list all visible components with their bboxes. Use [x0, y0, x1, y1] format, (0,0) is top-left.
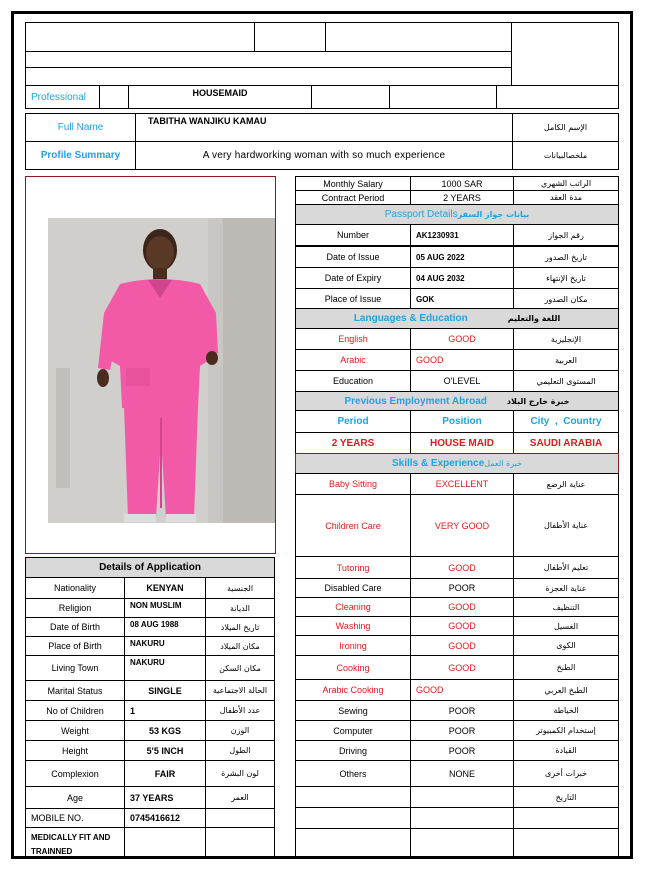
skill-row-ar: عناية العجزة — [513, 578, 619, 598]
skill-row-label: Disabled Care — [295, 578, 411, 598]
application-row-ar: لون البشرة — [205, 760, 275, 787]
mobile-label: MOBILE NO. — [25, 808, 125, 828]
full-name-label: Full Name — [25, 113, 136, 142]
application-row-value: 1 — [124, 700, 206, 721]
skill-row-ar: الخياطة — [513, 700, 619, 721]
application-row-ar: الوزن — [205, 720, 275, 741]
medical-blank-2 — [205, 827, 275, 859]
application-header: Details of Application — [25, 557, 275, 578]
application-row-ar: الحالة الاجتماعية — [205, 680, 275, 701]
skill-row-label: Cleaning — [295, 597, 411, 617]
employment-country: SAUDI ARABIA — [513, 432, 619, 454]
application-row-label: Age — [25, 786, 125, 809]
header-row-2 — [25, 51, 512, 68]
application-row-label: Religion — [25, 598, 125, 618]
employment-col-city: City , Country — [513, 410, 619, 433]
skill-row-value: GOOD — [410, 655, 514, 680]
skill-row-ar: تعليم الأطفال — [513, 556, 619, 579]
header-box-2 — [254, 22, 326, 52]
skills-extra-ar: التاريخ — [513, 786, 619, 808]
application-row-value: NAKURU — [124, 636, 206, 656]
skill-row-label: Washing — [295, 616, 411, 636]
skill-row-value: POOR — [410, 700, 514, 721]
skill-row-ar: القيادة — [513, 740, 619, 761]
header-box-3 — [325, 22, 512, 52]
application-row-value: KENYAN — [124, 577, 206, 599]
skills-blank-1 — [295, 807, 411, 829]
language-row-label: Education — [295, 370, 411, 392]
application-row-label: Marital Status — [25, 680, 125, 701]
languages-title-ar: اللغة والتعليم — [507, 314, 561, 323]
language-row-ar: الإنجليزية — [513, 328, 619, 350]
header-row-3 — [25, 67, 512, 86]
languages-title: Languages & Education — [353, 313, 468, 324]
language-row-label: Arabic — [295, 349, 411, 371]
period-ar: مدة العقد — [513, 190, 619, 205]
skill-row-label: Tutoring — [295, 556, 411, 579]
header-box-logo — [511, 22, 619, 86]
skills-extra-value — [410, 786, 514, 808]
skills-blank-4 — [295, 828, 411, 859]
application-row-value: 08 AUG 1988 — [124, 617, 206, 637]
application-row-label: Nationality — [25, 577, 125, 599]
application-row-label: Living Town — [25, 655, 125, 681]
passport-title-ar: بيانات جواز السفر — [457, 210, 530, 219]
employment-title-ar: خبرة خارج البلاد — [506, 396, 570, 406]
skills-title: Skills & Experience — [392, 458, 485, 469]
profile-summary-ar: ملخصالبيانات — [512, 141, 619, 170]
employment-position: HOUSE MAID — [410, 432, 514, 454]
language-row-value: O'LEVEL — [410, 370, 514, 392]
mobile-value: 0745416612 — [124, 808, 206, 828]
skills-header — [295, 453, 619, 474]
skill-row-value: VERY GOOD — [410, 494, 514, 557]
skill-row-value: GOOD — [410, 616, 514, 636]
medical-blank-1 — [124, 827, 206, 859]
skill-row-value: GOOD — [410, 556, 514, 579]
full-name-value: TABITHA WANJIKU KAMAU — [135, 113, 513, 142]
passport-row-ar: مكان الصدور — [513, 288, 619, 310]
passport-row-label: Date of Issue — [295, 246, 411, 268]
skills-title-ar: خبرة العمل — [484, 459, 522, 468]
skills-extra-label — [295, 786, 411, 808]
skill-row-ar: الطبخ — [513, 655, 619, 680]
skill-row-label: Arabic Cooking — [295, 679, 411, 701]
application-row-value: SINGLE — [124, 680, 206, 701]
passport-row-ar: تاريخ الصدور — [513, 246, 619, 268]
skill-row-value: POOR — [410, 740, 514, 761]
passport-title: Passport Details — [384, 209, 458, 220]
skill-row-ar: الطبخ العربي — [513, 679, 619, 701]
professional-box-5 — [496, 85, 619, 109]
application-row-value: FAIR — [124, 760, 206, 787]
application-row-value: 5'5 INCH — [124, 740, 206, 761]
skill-row-value: GOOD — [410, 635, 514, 656]
employment-title: Previous Employment Abroad — [344, 395, 487, 407]
skill-row-label: Baby Sitting — [295, 473, 411, 495]
passport-row-ar: رقم الجواز — [513, 224, 619, 246]
medical-label: MEDICALLY FIT AND TRAINNED — [25, 827, 125, 859]
skills-blank-6 — [513, 828, 619, 859]
application-row-value: NON MUSLIM — [124, 598, 206, 618]
application-row-ar: عدد الأطفال — [205, 700, 275, 721]
passport-row-value: 04 AUG 2032 — [410, 267, 514, 289]
passport-row-ar: تاريخ الإنتهاء — [513, 267, 619, 289]
language-row-ar: العربية — [513, 349, 619, 371]
skill-row-label: Ironing — [295, 635, 411, 656]
language-row-label: English — [295, 328, 411, 350]
profile-summary-value: A very hardworking woman with so much experience — [135, 141, 513, 170]
professional-box-4 — [389, 85, 497, 109]
employment-header — [295, 391, 619, 411]
application-row-ar: مكان السكن — [205, 655, 275, 681]
skill-row-label: Children Care — [295, 494, 411, 557]
application-row-value: 37 YEARS — [124, 786, 206, 809]
languages-header — [295, 308, 619, 329]
header-box-1 — [25, 22, 255, 52]
skill-row-value: GOOD — [410, 597, 514, 617]
full-name-ar: الإسم الكامل — [512, 113, 619, 142]
employment-col-position: Position — [410, 410, 514, 433]
skill-row-label: Others — [295, 760, 411, 787]
passport-row-value: GOK — [410, 288, 514, 310]
skill-row-value: GOOD — [410, 679, 514, 701]
skill-row-value: EXCELLENT — [410, 473, 514, 495]
professional-box-3 — [311, 85, 390, 109]
skill-row-ar: الغسيل — [513, 616, 619, 636]
skill-row-value: POOR — [410, 720, 514, 741]
language-row-value: GOOD — [410, 328, 514, 350]
skill-row-ar: الكوى — [513, 635, 619, 656]
profile-summary-label: Profile Summary — [25, 141, 136, 170]
application-row-label: Height — [25, 740, 125, 761]
skill-row-label: Computer — [295, 720, 411, 741]
profession-value: HOUSEMAID — [128, 85, 312, 109]
skill-row-ar: عناية الرضع — [513, 473, 619, 495]
application-row-ar: مكان الميلاد — [205, 636, 275, 656]
skills-blank-2 — [410, 807, 514, 829]
mobile-blank — [205, 808, 275, 828]
passport-row-value: AK1230931 — [410, 224, 514, 246]
passport-header — [295, 204, 619, 225]
application-row-value: NAKURU — [124, 655, 206, 681]
skill-row-ar: إستخدام الكمبيوتر — [513, 720, 619, 741]
skill-row-value: NONE — [410, 760, 514, 787]
passport-row-label: Place of Issue — [295, 288, 411, 310]
passport-row-label: Date of Expiry — [295, 267, 411, 289]
skill-row-label: Sewing — [295, 700, 411, 721]
passport-row-value: 05 AUG 2022 — [410, 246, 514, 268]
application-row-label: No of Children — [25, 700, 125, 721]
employment-period: 2 YEARS — [295, 432, 411, 454]
application-row-ar: الجنسية — [205, 577, 275, 599]
language-row-value: GOOD — [410, 349, 514, 371]
skill-row-value: POOR — [410, 578, 514, 598]
application-row-ar: تاريخ الميلاد — [205, 617, 275, 637]
professional-spacer — [99, 85, 129, 109]
application-row-ar: العمر — [205, 786, 275, 809]
applicant-photo — [48, 218, 275, 523]
skills-blank-3 — [513, 807, 619, 829]
application-row-ar: الديانة — [205, 598, 275, 618]
application-row-label: Weight — [25, 720, 125, 741]
professional-label: Professional — [25, 85, 100, 109]
passport-row-label: Number — [295, 224, 411, 246]
employment-col-period: Period — [295, 410, 411, 433]
application-row-value: 53 KGS — [124, 720, 206, 741]
application-row-label: Complexion — [25, 760, 125, 787]
application-row-label: Place of Birth — [25, 636, 125, 656]
skill-row-ar: عناية الأطفال — [513, 494, 619, 557]
skill-row-label: Cooking — [295, 655, 411, 680]
salary-value: 1000 SAR — [410, 176, 514, 191]
skill-row-label: Driving — [295, 740, 411, 761]
period-label: Contract Period — [295, 190, 411, 205]
salary-ar: الراتب الشهري — [513, 176, 619, 191]
skill-row-ar: خبرات أخرى — [513, 760, 619, 787]
skills-blank-5 — [410, 828, 514, 859]
application-row-ar: الطول — [205, 740, 275, 761]
language-row-ar: المستوى التعليمي — [513, 370, 619, 392]
application-row-label: Date of Birth — [25, 617, 125, 637]
salary-label: Monthly Salary — [295, 176, 411, 191]
period-value: 2 YEARS — [410, 190, 514, 205]
skill-row-ar: التنظيف — [513, 597, 619, 617]
